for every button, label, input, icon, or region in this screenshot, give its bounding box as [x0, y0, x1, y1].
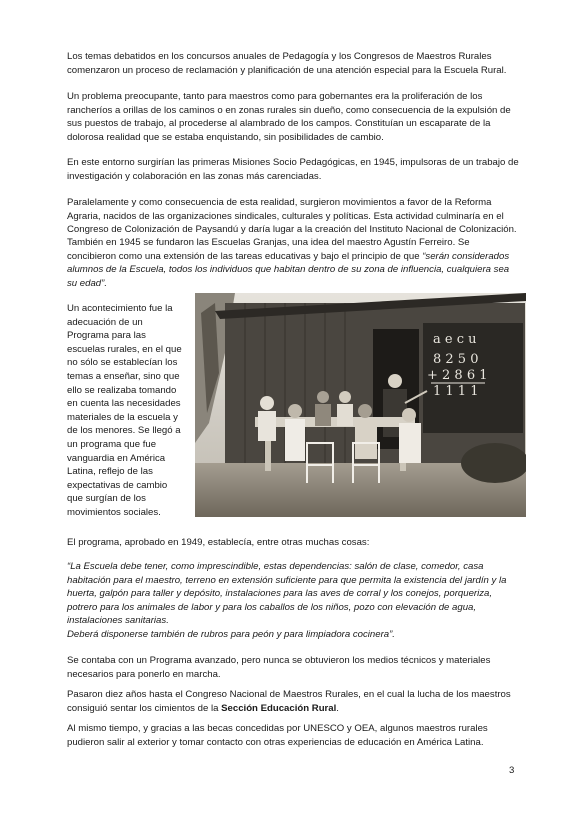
paragraph-11: Al mismo tiempo, y gracias a las becas concedidas por UNESCO y OEA, algunos maestros rurales pudieron salir al exterior y tomar contacto con otras experiencias de educación en América Latina. [67, 723, 488, 748]
board-text-line-3: + 2 8 6 1 [427, 368, 488, 383]
paragraph-5-lead: También en 1945 se fundaron las Escuelas Granjas, una idea del maestro Agustín Ferreiro. Se concibieron como una extensión de las tareas educativas y bajo el principio de que [67, 237, 470, 262]
paragraph-5-quote: “serán considerados alumnos de la Escuela, todos los individuos que habitan dentro de su zona de influencia, cualquiera sea su edad”. [67, 250, 510, 289]
paragraph-8-quote [67, 560, 519, 642]
paragraph-10-lead: Pasaron diez años hasta el Congreso Nacional de Maestros Rurales, en el cual la lucha de los maestros consiguió sentar los cimientos de la [67, 689, 511, 714]
photo-illustration [195, 293, 526, 517]
paragraph-3: En este entorno surgirían las primeras Misiones Socio Pedagógicas, en 1945, impulsoras de un trabajo de investigación y colaboración en las zonas más carenciadas. [67, 157, 519, 182]
paragraph-8-quote-main: “La Escuela debe tener, como imprescindible, estas dependencias: salón de clase, comedor, casa habitación para el maestro, terreno en extensión suficiente para que permita la existencia del jardín y la huerta, galpón para taller y depósito, instalaciones para las aves de corral y los conejos, porqueriza, potrero para los animales de labor y para los caballos de los niños, pozo con elevación de agua, instalaciones sanitarias. [67, 561, 507, 627]
paragraph-10-end: . [336, 702, 339, 714]
paragraph-10 [67, 688, 519, 715]
board-text-line-4: 1 1 1 1 [433, 384, 479, 399]
paragraph-1: Los temas debatidos en los concursos anuales de Pedagogía y los Congresos de Maestros Rurales comenzaron un proceso de reclamación y planificación de una atención especial para la Escuela Rural. [67, 51, 507, 76]
paragraph-6: Un acontecimiento fue la adecuación de un Programa para las escuelas rurales, en el que no sólo se establecían los temas a enseñar, sino que ello se realizaba tomando en cuenta las necesidades materiales de la escuela y de los menores. Se llegó a un programa que fue vanguardia en América Latina, reflejo de las expectativas de cambio que surgían de los movimientos sociales. [67, 303, 182, 518]
page-number: 3 [509, 765, 515, 776]
board-text-line-1: a e c u [433, 332, 477, 347]
historical-photo-rural-school [195, 293, 526, 517]
paragraph-4: Paralelamente y como consecuencia de esta realidad, surgieron movimientos a favor de la Reforma Agraria, nacidos de las organizaciones sindicales, culturales y políticas. Esta actividad culminaría en el Congreso de Colonización de Paysandú y daría lugar a la creación del Instituto Nacional de Colonización. [67, 197, 517, 236]
paragraph-5 [67, 236, 519, 290]
paragraph-8-quote-end: Deberá disponerse también de rubros para peón y para limpiadora cocinera”. [67, 628, 395, 640]
paragraph-2: Un problema preocupante, tanto para maestros como para gobernantes era la proliferación de los rancheríos a orillas de los caminos o en zonas rurales sin dueño, como consecuencia de la expulsión de sus puestos de trabajo, al procederse al alambrado de los campos. Constituían un escaparate de la dolorosa realidad que se estaba enquistando, sin posibilidades de cambio. [67, 91, 511, 143]
paragraph-10-bold: Sección Educación Rural [221, 702, 337, 714]
paragraph-7: El programa, aprobado en 1949, establecía, entre otras muchas cosas: [67, 537, 370, 548]
board-text-line-2: 8 2 5 0 [433, 352, 479, 367]
paragraph-9: Se contaba con un Programa avanzado, pero nunca se obtuvieron los medios técnicos y materiales necesarios para ponerlo en marcha. [67, 655, 491, 680]
